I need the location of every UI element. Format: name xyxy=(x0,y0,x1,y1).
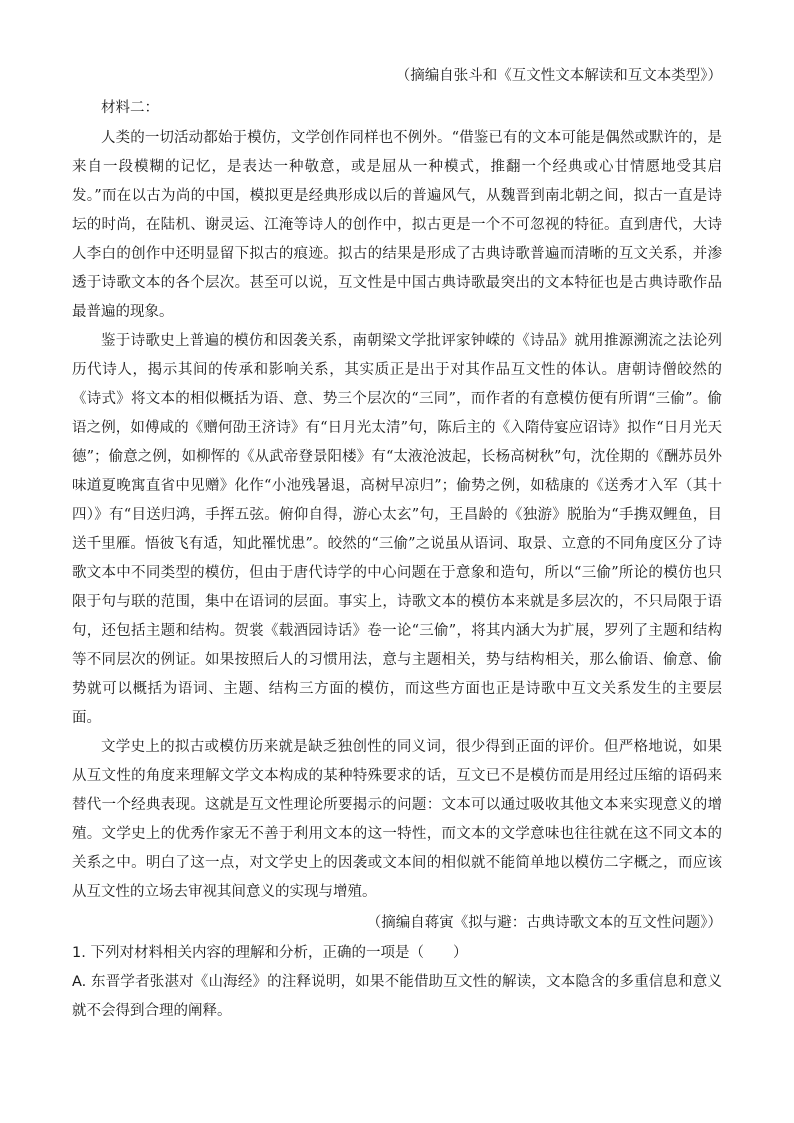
source-citation-2: （摘编自蒋寅《拟与避：古典诗歌文本的互文性问题》） xyxy=(366,915,722,931)
paragraph-1: 人类的一切活动都始于模仿，文学创作同样也不例外。“借鉴已有的文本可能是偶然或默许的，是来自一段模糊的记忆，是表达一种敬意，或是屈从一种模式，推翻一个经典或心甘情愿地受其启发。”而在以古为尚的中国，模拟更是经典形成以后的普遍风气，从魏晋到南北朝之间，拟古一直是诗坛的时尚，在陆机、谢灵运、江淹等诗人的创作中，拟古更是一个不可忽视的特征。直到唐代，大诗人李白的创作中还明显留下拟古的痕迹。拟古的结果是形成了古典诗歌普遍而清晰的互文关系，并渗透于诗歌文本的各个层次。甚至可以说，互文性是中国古典诗歌最突出的文本特征也是古典诗歌作品最普遍的现象。 xyxy=(72,130,722,320)
source-citation-1: （摘编自张斗和《互文性文本解读和互文本类型》） xyxy=(395,68,722,84)
question-option-a: A. 东晋学者张湛对《山海经》的注释说明，如果不能借助互文性的解读，文本隐含的多重信息和意义就不会得到合理的阐释。 xyxy=(72,974,722,1019)
paragraph-2: 鉴于诗歌史上普遍的模仿和因袭关系，南朝梁文学批评家钟嵘的《诗品》就用推源溯流之法论列历代诗人，揭示其间的传承和影响关系，其实质正是出于对其作品互文性的体认。唐朝诗僧皎然的《诗式》将文本的相似概括为语、意、势三个层次的“三同”，而作者的有意模仿便有所谓“三偷”。偷语之例，如傅咸的《赠何劭王济诗》有“日月光太清”句，陈后主的《入隋侍宴应诏诗》拟作“日月光天德”；偷意之例，如柳恽的《从武帝登景阳楼》有“太液沧波起，长杨高树秋”句，沈佺期的《酬苏员外味道夏晚寓直省中见赠》化作“小池残暑退，高树早凉归”；偷势之例，如嵇康的《送秀才入军（其十四）》有“目送归鸿，手挥五弦。俯仰自得，游心太玄”句，王昌龄的《独游》脱胎为“手携双鲤鱼，目送千里雁。悟彼飞有适，知此罹忧患”。皎然的“三偷”之说虽从语词、取景、立意的不同角度区分了诗歌文本中不同类型的模仿，但由于唐代诗学的中心问题在于意象和造句，所以“三偷”所论的模仿也只限于句与联的范围，集中在语词的层面。事实上，诗歌文本的模仿本来就是多层次的，不只局限于语句，还包括主题和结构。贺裳《载酒园诗话》卷一论“三偷”，将其内涵大为扩展，罗列了主题和结构等不同层次的例证。如果按照后人的习惯用法，意与主题相关，势与结构相关，那么偷语、偷意、偷势就可以概括为语词、主题、结构三方面的模仿，而这些方面也正是诗歌中互文关系发生的主要层面。 xyxy=(72,333,722,726)
question-stem: 1. 下列对材料相关内容的理解和分析，正确的一项是（ ） xyxy=(72,945,468,961)
paragraph-3: 文学史上的拟古或模仿历来就是缺乏独创性的同义词，很少得到正面的评价。但严格地说，如果从互文性的角度来理解文学文本构成的某种特殊要求的话，互文已不是模仿而是用经过压缩的语码来替代一个经典表现。这就是互文性理论所要揭示的问题：文本可以通过吸收其他文本来实现意义的增殖。文学史上的优秀作家无不善于利用文本的这一特性，而文本的文学意味也往往就在这不同文本的关系之中。明白了这一点，对文学史上的因袭或文本间的相似就不能简单地以模仿二字概之，而应该从互文性的立场去审视其间意义的实现与增殖。 xyxy=(72,739,722,900)
document-page xyxy=(72,62,722,1026)
material-heading: 材料二： xyxy=(101,100,159,116)
